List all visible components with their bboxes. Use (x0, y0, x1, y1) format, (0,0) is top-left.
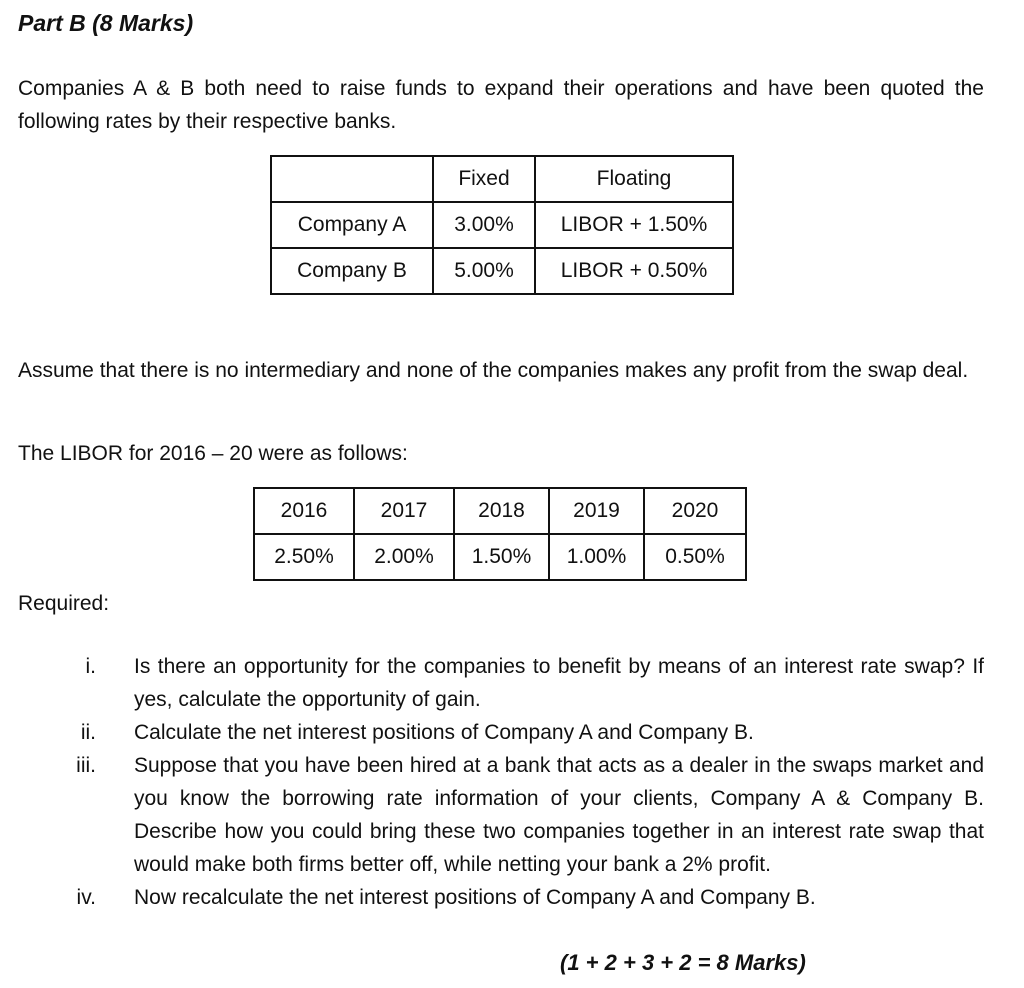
table-cell: Company A (271, 202, 433, 248)
question-text: Now recalculate the net interest positions of Company A and Company B. (134, 886, 816, 909)
question-number: i. (85, 655, 96, 678)
required-label: Required: (18, 592, 110, 615)
libor-intro: The LIBOR for 2016 – 20 were as follows: (18, 442, 408, 465)
list-item (0, 716, 1024, 749)
table-header-cell: Floating (535, 156, 733, 202)
rates-table (270, 155, 734, 295)
part-heading: Part B (8 Marks) (18, 10, 194, 36)
table-row (254, 488, 746, 534)
table-row (271, 248, 733, 294)
table-cell: LIBOR + 0.50% (535, 248, 733, 294)
table-cell: 1.50% (454, 534, 549, 580)
question-text: Is there an opportunity for the companies to benefit by means of an interest rate swap? If yes, calculate the opportunity of gain. (134, 655, 984, 711)
table-cell: 5.00% (433, 248, 535, 294)
table-cell: 0.50% (644, 534, 746, 580)
table-header-cell: 2017 (354, 488, 454, 534)
list-item (0, 749, 1024, 881)
libor-table (253, 487, 747, 581)
table-cell: 3.00% (433, 202, 535, 248)
table-header-cell: Fixed (433, 156, 535, 202)
table-cell (271, 156, 433, 202)
table-header-cell: 2020 (644, 488, 746, 534)
table-cell: LIBOR + 1.50% (535, 202, 733, 248)
table-row (271, 156, 733, 202)
question-list (0, 650, 1024, 914)
list-item (0, 650, 1024, 716)
table-header-cell: 2018 (454, 488, 549, 534)
assumption-paragraph: Assume that there is no intermediary and none of the companies makes any profit from the swap deal. (18, 359, 969, 382)
table-cell: Company B (271, 248, 433, 294)
table-header-cell: 2016 (254, 488, 354, 534)
list-item (0, 881, 1024, 914)
intro-paragraph: Companies A & B both need to raise funds to expand their operations and have been quoted the following rates by their respective banks. (18, 77, 984, 133)
table-row (254, 534, 746, 580)
table-header-cell: 2019 (549, 488, 644, 534)
question-number: iv. (76, 886, 96, 909)
table-cell: 2.00% (354, 534, 454, 580)
table-cell: 1.00% (549, 534, 644, 580)
question-number: iii. (76, 754, 96, 777)
table-cell: 2.50% (254, 534, 354, 580)
question-number: ii. (80, 721, 96, 744)
question-text: Suppose that you have been hired at a bank that acts as a dealer in the swaps market and you know the borrowing rate information of your clients, Company A & Company B. Describe how you could bring these two companies together in an interest rate swap that would make both firms better off, while netting your bank a 2% profit. (134, 754, 984, 876)
marks-breakdown: (1 + 2 + 3 + 2 = 8 Marks) (560, 950, 806, 975)
table-row (271, 202, 733, 248)
question-text: Calculate the net interest positions of Company A and Company B. (134, 721, 754, 744)
